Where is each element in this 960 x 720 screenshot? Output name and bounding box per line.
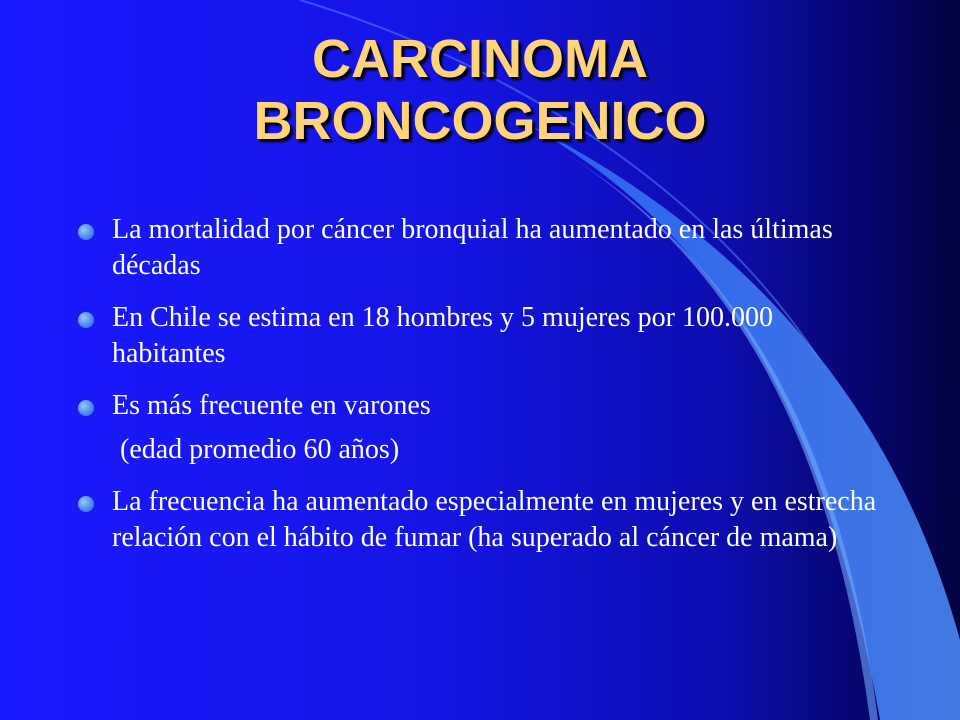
bullet-item [78,300,878,372]
bullet-item [78,484,878,556]
bullet-dot-icon [78,224,94,240]
title-line-2: BRONCOGENICO [253,91,707,151]
bullet-text: En Chile se estima en 18 hombres y 5 mujeres por 100.000 habitantes [112,302,773,369]
bullet-list [78,212,878,572]
bullet-item [78,212,878,284]
bullet-text: (edad promedio 60 años) [120,434,400,465]
title-line-1: CARCINOMA [312,29,648,89]
bullet-text: La frecuencia ha aumentado especialmente en mujeres y en estrecha relación con el hábito de fumar (ha superado al cáncer de mama) [112,486,877,553]
bullet-text: Es más frecuente en varones [112,390,431,421]
bullet-subline [78,432,878,468]
slide-title [0,28,960,152]
bullet-dot-icon [78,496,94,512]
bullet-text: La mortalidad por cáncer bronquial ha aumentado en las últimas décadas [112,214,833,281]
bullet-item [78,388,878,424]
bullet-dot-icon [78,400,94,416]
bullet-dot-icon [78,312,94,328]
